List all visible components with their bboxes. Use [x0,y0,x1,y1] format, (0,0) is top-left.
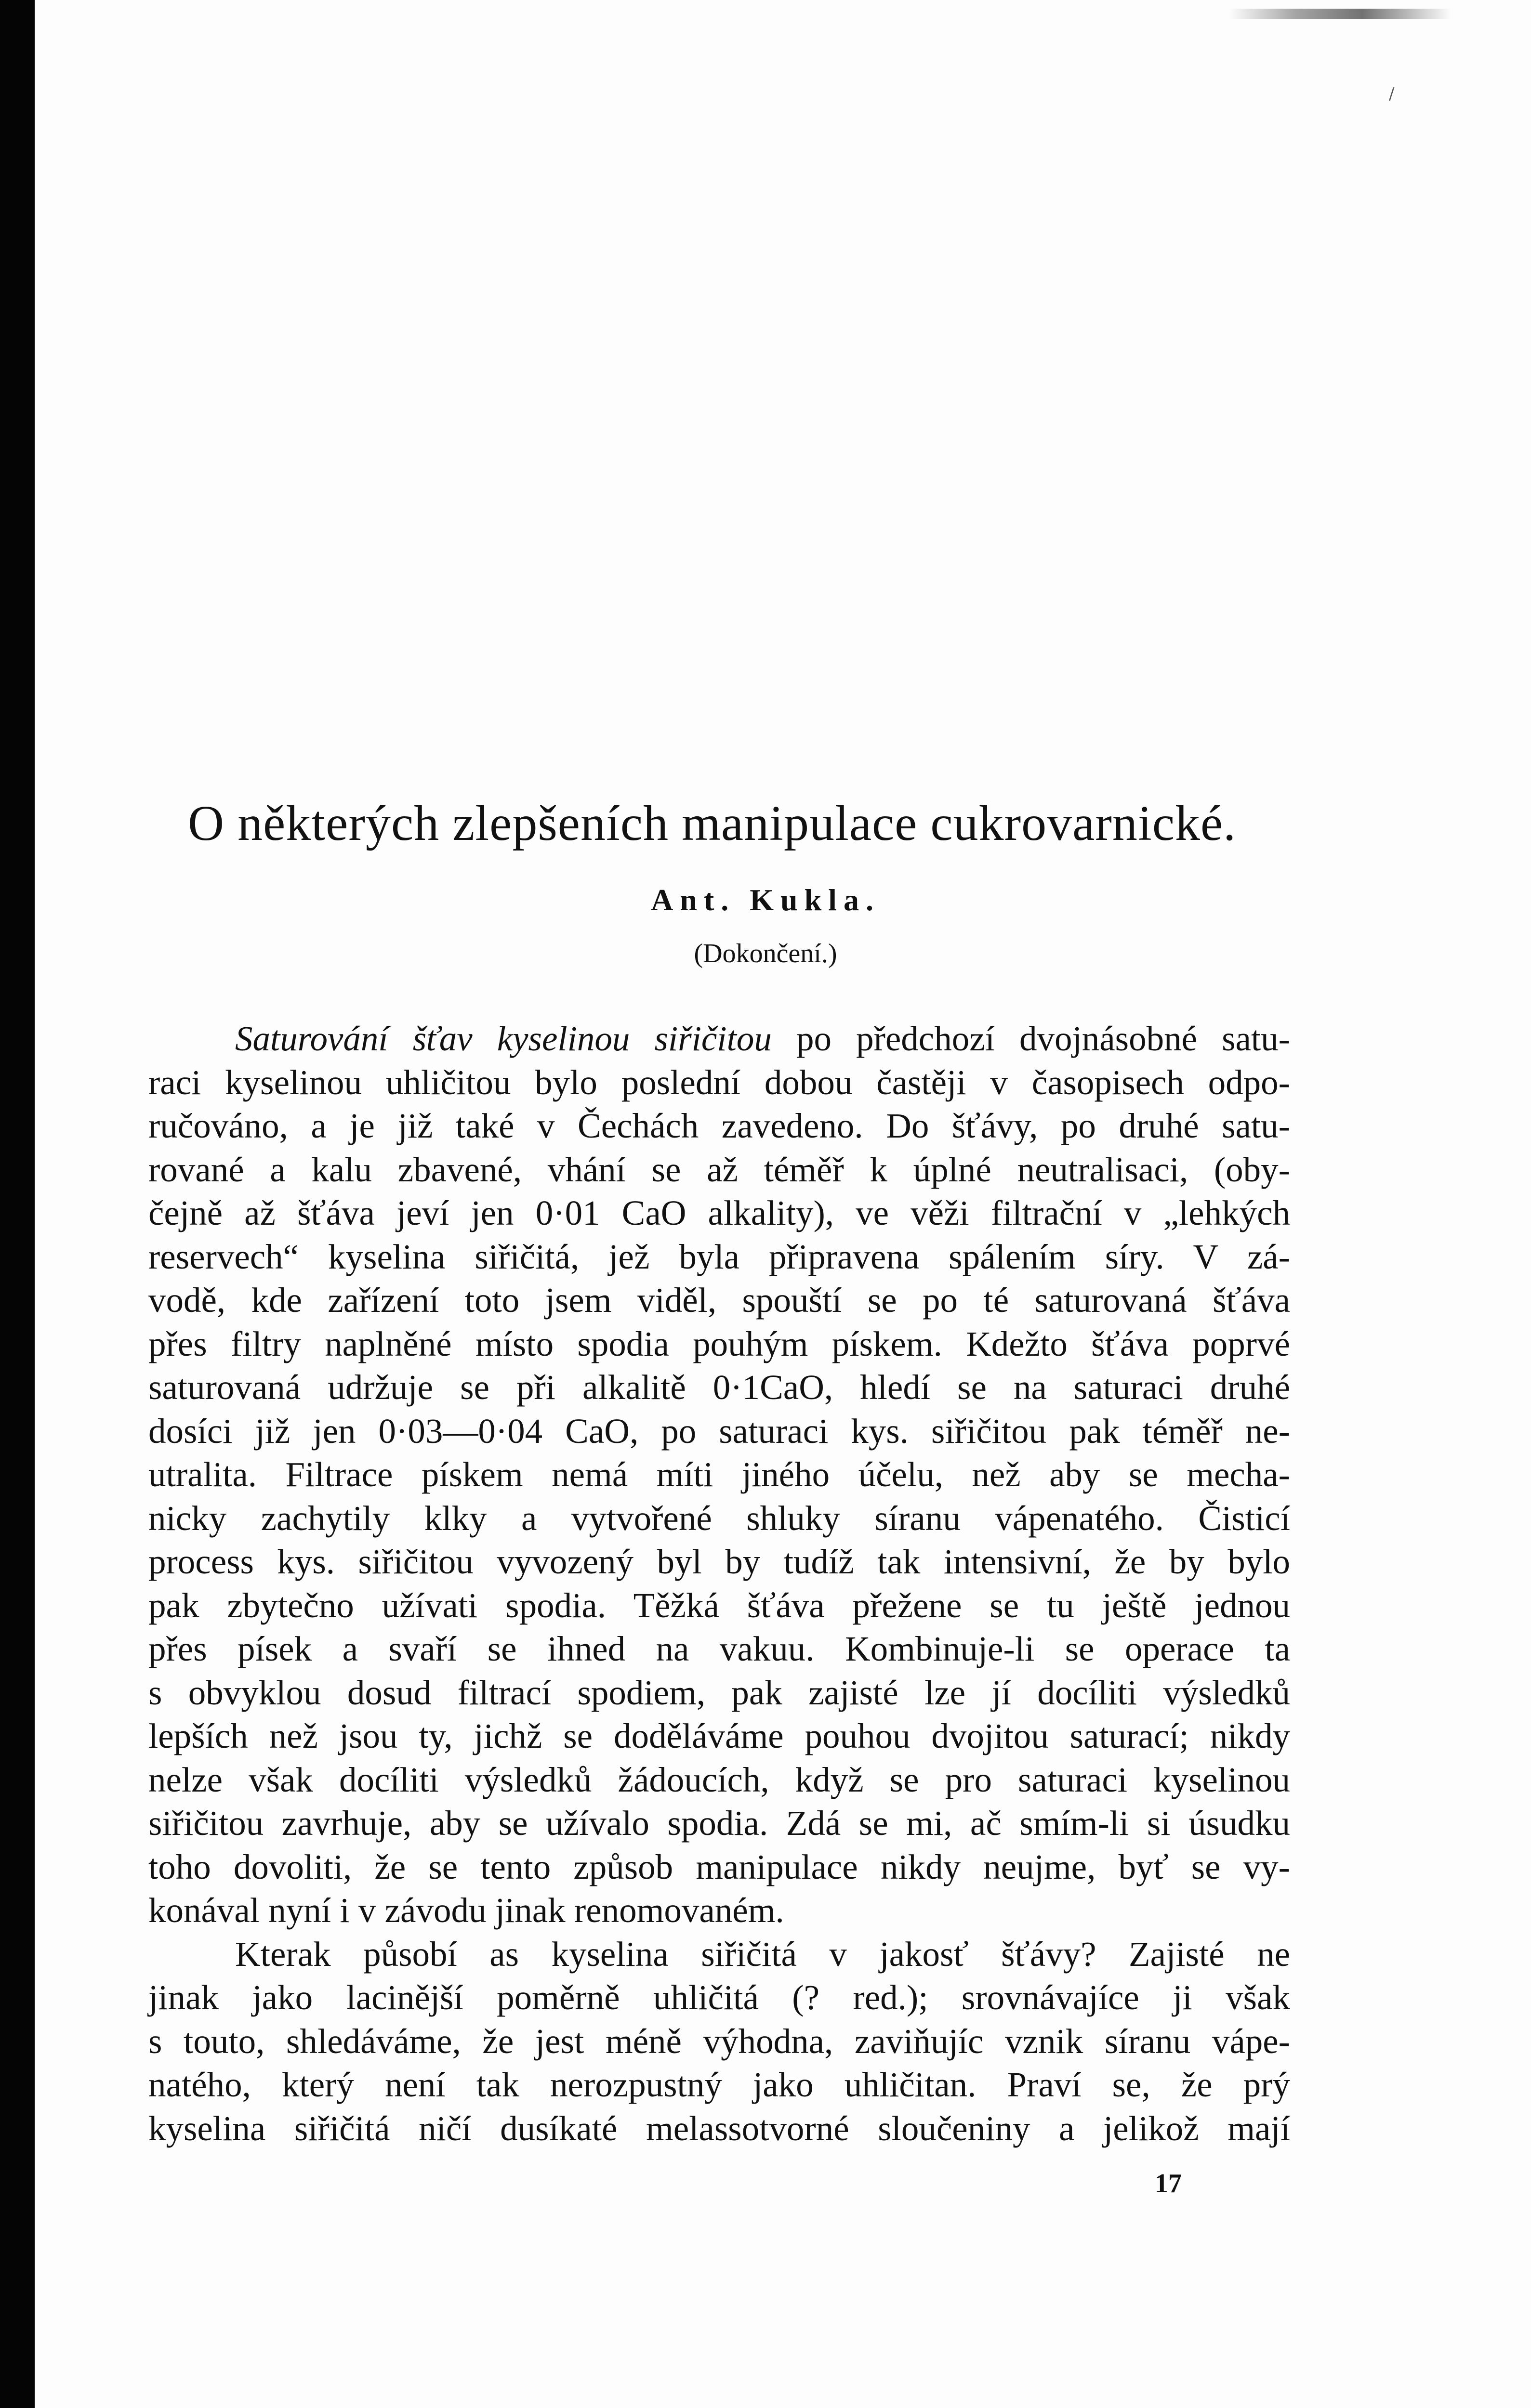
text-line: Saturování šťav kyselinou siřičitou po předchozí dvojnásobné satu- [235,1019,1290,1058]
text-line: siřičitou zavrhuje, aby se užívalo spodia. Zdá se mi, ač smím-li si úsudku [148,1804,1290,1843]
text-line: natého, který není tak nerozpustný jako uhličitan. Praví se, že prý [148,2065,1290,2104]
scan-smudge [1229,9,1451,19]
text-line: nelze však docíliti výsledků žádoucích, když se pro saturaci kyselinou [148,1760,1290,1799]
text-line: raci kyselinou uhličitou bylo poslední dobou častěji v časopisech odpo- [148,1062,1290,1102]
page-number: 17 [1155,2169,1182,2199]
article-title: O některých zlepšeních manipulace cukrovarnické. [188,796,1237,851]
text-line: čejně až šťáva jeví jen 0·01 CaO alkality), ve věži filtrační v „lehkých [148,1193,1290,1232]
text-line: nicky zachytily klky a vytvořené shluky síranu vápenatého. Čisticí [148,1498,1290,1538]
text-line: konával nyní i v závodu jinak renomovaném. [148,1891,784,1930]
text-line: dosíci již jen 0·03—0·04 CaO, po saturaci kys. siřičitou pak téměř ne- [148,1411,1290,1451]
text-line: přes písek a svaří se ihned na vakuu. Kombinuje-li se operace ta [148,1629,1290,1668]
text-line: process kys. siřičitou vyvozený byl by tudíž tak intensivní, že by bylo [148,1542,1290,1581]
text-line: utralita. Filtrace pískem nemá míti jiného účelu, než aby se mecha- [148,1455,1290,1494]
article-body [148,1017,1290,2150]
text-line: přes filtry naplněné místo spodia pouhým pískem. Kdežto šťáva poprvé [148,1324,1290,1363]
text-line: toho dovoliti, že se tento způsob manipulace nikdy neujme, byť se vy- [148,1847,1290,1886]
text-line: Kterak působí as kyselina siřičitá v jakosť šťávy? Zajisté ne [235,1934,1290,1974]
article-author: Ant. Kukla. [651,883,880,917]
text-line: s touto, shledáváme, že jest méně výhodna, zaviňujíc vznik síranu vápe- [148,2021,1290,2061]
text-line: pak zbytečno užívati spodia. Těžká šťáva přežene se tu ještě jednou [148,1585,1290,1625]
text-line: rované a kalu zbavené, vhání se až téměř k úplné neutralisaci, (oby- [148,1150,1290,1189]
text-line: jinak jako lacinější poměrně uhličitá (? red.); srovnávajíce ji však [148,1978,1290,2017]
text-line: reservech“ kyselina siřičitá, jež byla připravena spálením síry. V zá- [148,1237,1290,1276]
margin-mark: / [1389,84,1395,104]
text-line: kyselina siřičitá ničí dusíkaté melassotvorné sloučeniny a jelikož mají [148,2108,1290,2148]
text-line: ručováno, a je již také v Čechách zavedeno. Do šťávy, po druhé satu- [148,1106,1290,1145]
text-line: vodě, kde zařízení toto jsem viděl, spouští se po té saturovaná šťáva [148,1281,1290,1320]
text-line: saturovaná udržuje se při alkalitě 0·1CaO, hledí se na saturaci druhé [148,1368,1290,1407]
text-line: s obvyklou dosud filtrací spodiem, pak zajisté lze jí docíliti výsledků [148,1673,1290,1712]
text-line: lepších než jsou ty, jichž se doděláváme pouhou dvojitou saturací; nikdy [148,1716,1290,1755]
lead-phrase: Saturování šťav kyselinou siřičitou [235,1019,772,1058]
article-status: (Dokončení.) [694,939,837,968]
scan-left-border [0,0,35,2408]
